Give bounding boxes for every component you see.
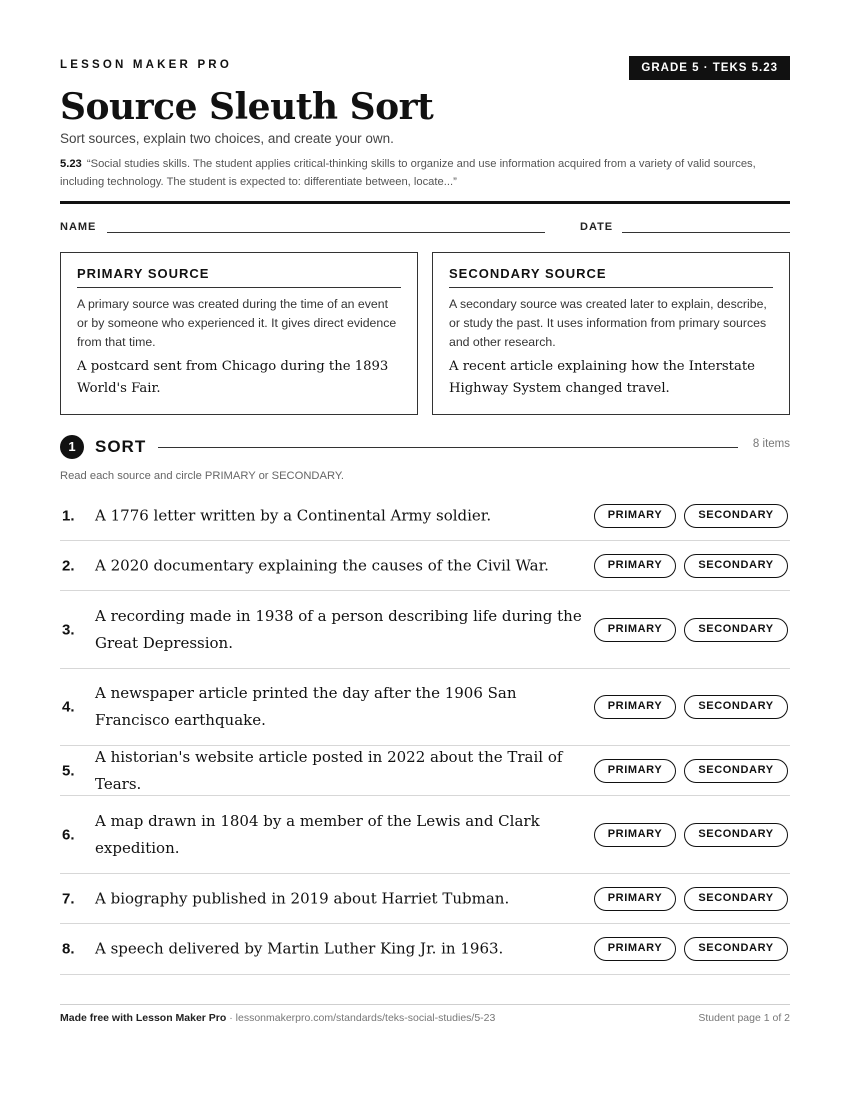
secondary-choice[interactable]: SECONDARY bbox=[684, 504, 788, 528]
primary-source-heading: PRIMARY SOURCE bbox=[77, 266, 401, 288]
section-title: SORT bbox=[95, 437, 147, 456]
footer-url[interactable]: · lessonmakerpro.com/standards/teks-social-studies/5-23 bbox=[226, 1012, 496, 1024]
choice-pills bbox=[594, 504, 788, 528]
primary-choice[interactable]: PRIMARY bbox=[594, 759, 676, 783]
secondary-choice[interactable]: SECONDARY bbox=[684, 759, 788, 783]
section-rule bbox=[158, 447, 738, 448]
item-number: 6. bbox=[62, 826, 75, 843]
item-text: A 2020 documentary explaining the causes of the Civil War. bbox=[95, 556, 549, 574]
choice-pills bbox=[594, 887, 788, 911]
secondary-choice[interactable]: SECONDARY bbox=[684, 823, 788, 847]
item-count: 8 items bbox=[752, 438, 790, 450]
item-number: 7. bbox=[62, 890, 75, 907]
item-text: A biography published in 2019 about Harriet Tubman. bbox=[95, 889, 510, 907]
item-number: 1. bbox=[62, 507, 75, 524]
secondary-source-definition: A secondary source was created later to explain, describe, or study the past. It uses information from primary sources and other research. bbox=[449, 297, 767, 349]
primary-choice[interactable]: PRIMARY bbox=[594, 618, 676, 642]
page-footer bbox=[60, 1012, 790, 1024]
name-date-row bbox=[60, 221, 790, 237]
standard-text: “Social studies skills. The student applies critical-thinking skills to organize and use information acquired from a variety of valid sources, including technology. The student is expected to: differentiate between, locate...” bbox=[60, 158, 756, 188]
item-text: A 1776 letter written by a Continental Army soldier. bbox=[95, 506, 492, 524]
sort-instructions: Read each source and circle PRIMARY or SECONDARY. bbox=[60, 470, 344, 482]
sort-item bbox=[60, 796, 790, 874]
choice-pills bbox=[594, 759, 788, 783]
item-text: A map drawn in 1804 by a member of the Lewis and Clark expedition. bbox=[95, 811, 540, 857]
sort-item bbox=[60, 746, 790, 796]
primary-choice[interactable]: PRIMARY bbox=[594, 695, 676, 719]
page-title: Source Sleuth Sort bbox=[60, 86, 434, 128]
primary-source-definition: A primary source was created during the time of an event or by someone who experienced it. It gives direct evidence from that time. bbox=[77, 297, 397, 349]
primary-source-example: A postcard sent from Chicago during the 1893 World's Fair. bbox=[77, 359, 389, 396]
worksheet-page bbox=[60, 0, 790, 1100]
item-number: 3. bbox=[62, 621, 75, 638]
secondary-choice[interactable]: SECONDARY bbox=[684, 937, 788, 961]
page-number: Student page 1 of 2 bbox=[698, 1012, 790, 1024]
secondary-source-heading: SECONDARY SOURCE bbox=[449, 266, 773, 288]
date-label: DATE bbox=[580, 221, 614, 233]
item-number: 2. bbox=[62, 557, 75, 574]
choice-pills bbox=[594, 554, 788, 578]
brand-name: LESSON MAKER PRO bbox=[60, 59, 232, 71]
footer-made-by: Made free with Lesson Maker Pro bbox=[60, 1012, 227, 1024]
primary-choice[interactable]: PRIMARY bbox=[594, 937, 676, 961]
primary-choice[interactable]: PRIMARY bbox=[594, 823, 676, 847]
item-number: 5. bbox=[62, 762, 75, 779]
date-field[interactable] bbox=[622, 232, 790, 233]
name-label: NAME bbox=[60, 221, 97, 233]
choice-pills bbox=[594, 823, 788, 847]
sort-item bbox=[60, 924, 790, 975]
secondary-choice[interactable]: SECONDARY bbox=[684, 887, 788, 911]
sort-item-list bbox=[60, 491, 790, 975]
sort-item bbox=[60, 541, 790, 591]
sort-item bbox=[60, 491, 790, 541]
primary-choice[interactable]: PRIMARY bbox=[594, 504, 676, 528]
secondary-choice[interactable]: SECONDARY bbox=[684, 618, 788, 642]
item-text: A historian's website article posted in 2022 about the Trail of Tears. bbox=[95, 747, 563, 793]
sort-item bbox=[60, 874, 790, 924]
secondary-choice[interactable]: SECONDARY bbox=[684, 554, 788, 578]
sort-section-header bbox=[60, 435, 790, 459]
standard-code: 5.23 bbox=[60, 158, 82, 170]
item-number: 4. bbox=[62, 698, 75, 716]
choice-pills bbox=[594, 937, 788, 961]
secondary-source-card bbox=[432, 252, 790, 415]
choice-pills bbox=[594, 618, 788, 642]
header-divider bbox=[60, 201, 790, 204]
item-number: 8. bbox=[62, 940, 75, 958]
item-text: A recording made in 1938 of a person describing life during the Great Depression. bbox=[95, 606, 582, 652]
footer-divider bbox=[60, 1004, 790, 1005]
primary-choice[interactable]: PRIMARY bbox=[594, 554, 676, 578]
primary-source-card bbox=[60, 252, 418, 415]
primary-choice[interactable]: PRIMARY bbox=[594, 887, 676, 911]
section-number-badge: 1 bbox=[60, 435, 84, 459]
grade-badge: GRADE 5 · TEKS 5.23 bbox=[629, 56, 790, 80]
page-subtitle: Sort sources, explain two choices, and create your own. bbox=[60, 131, 394, 146]
secondary-choice[interactable]: SECONDARY bbox=[684, 695, 788, 719]
item-text: A newspaper article printed the day after the 1906 San Francisco earthquake. bbox=[95, 684, 517, 729]
secondary-source-example: A recent article explaining how the Interstate Highway System changed travel. bbox=[449, 359, 755, 396]
choice-pills bbox=[594, 695, 788, 719]
name-field[interactable] bbox=[107, 232, 545, 233]
sort-item bbox=[60, 669, 790, 746]
top-bar bbox=[60, 56, 790, 80]
sort-item bbox=[60, 591, 790, 669]
item-text: A speech delivered by Martin Luther King Jr. in 1963. bbox=[95, 939, 504, 958]
standard-description bbox=[60, 155, 790, 191]
